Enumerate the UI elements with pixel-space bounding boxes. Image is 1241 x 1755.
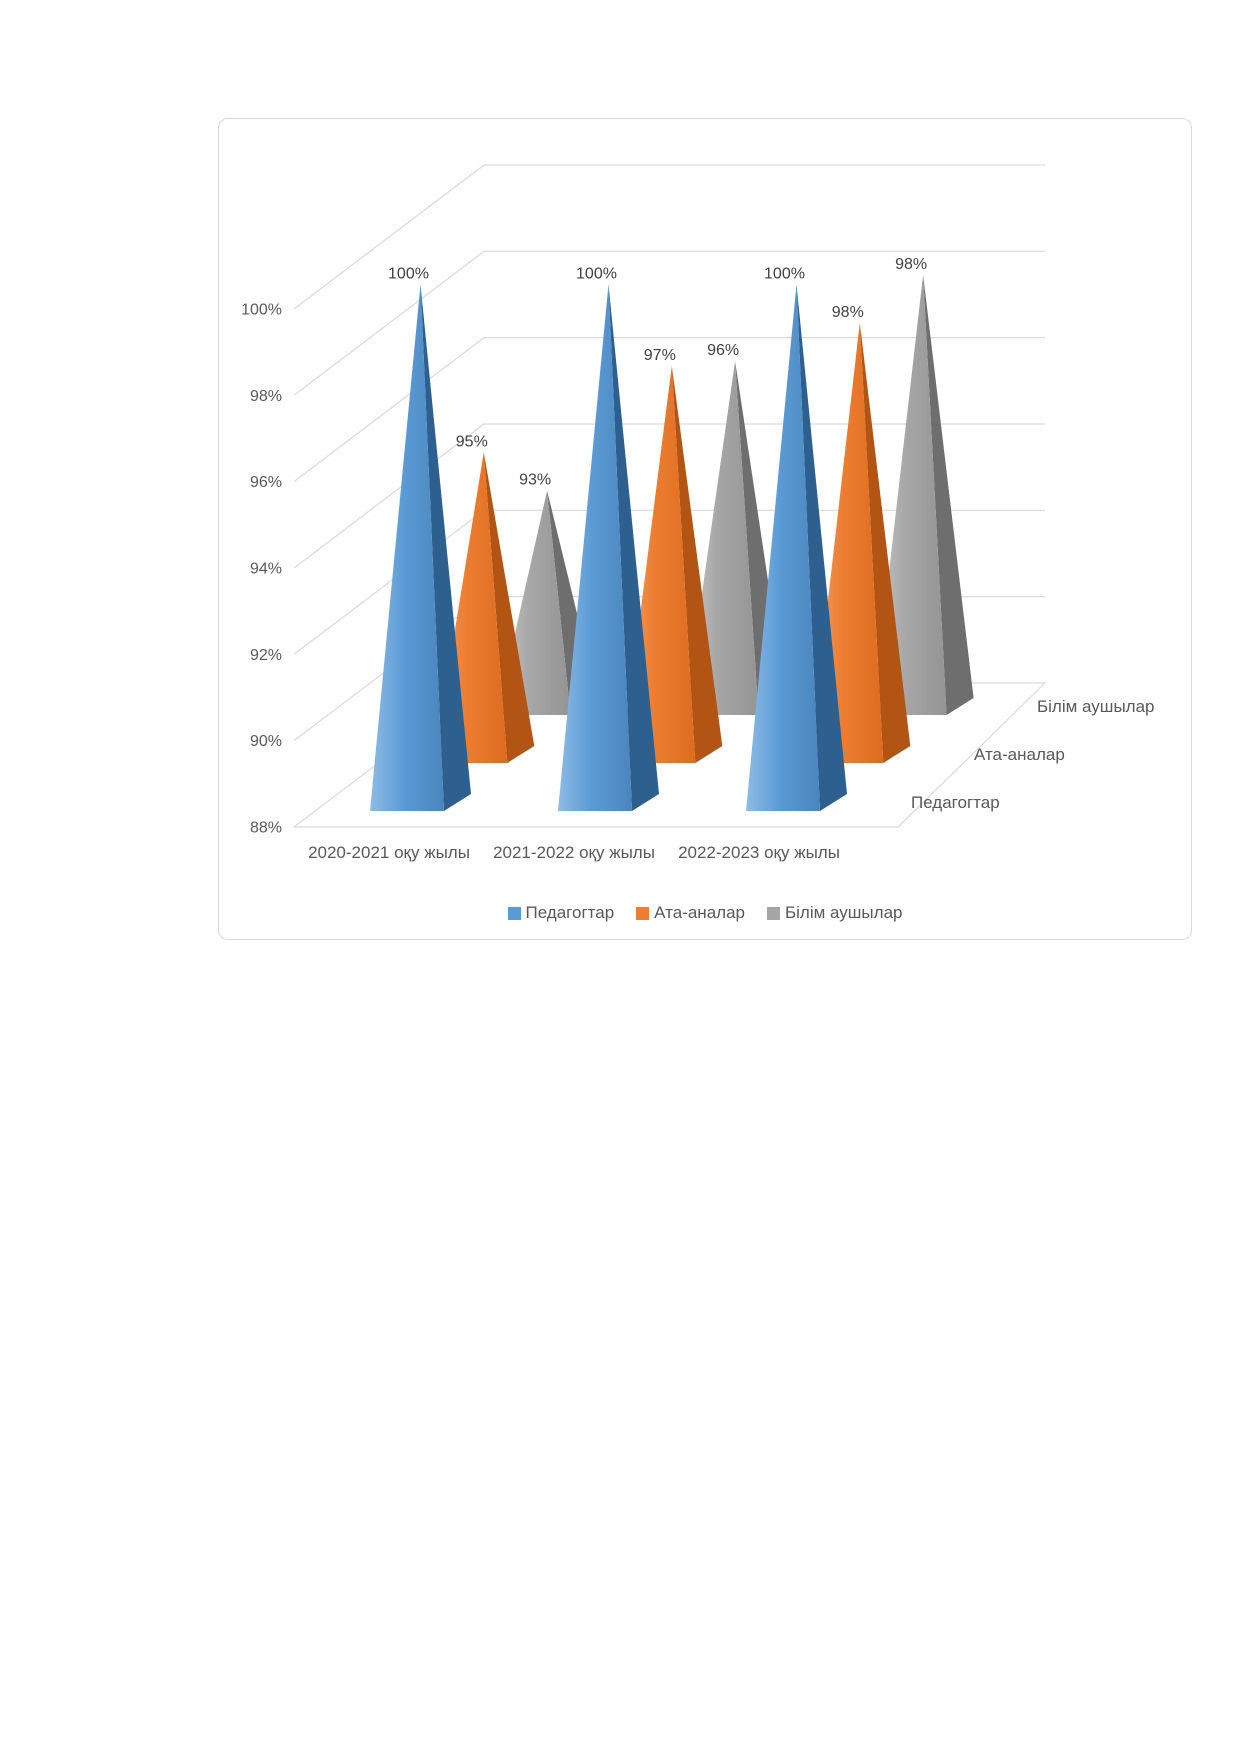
data-label-s0c2: 100% <box>764 265 805 283</box>
legend-item-ata-analar <box>636 903 745 923</box>
series-axis-label-2: Білім аушылар <box>1037 697 1155 716</box>
legend-item-bilim-aushylar <box>767 903 903 923</box>
value-tick-98pct: 98% <box>249 387 282 405</box>
data-label-s2c1: 96% <box>707 342 740 360</box>
legend <box>219 903 1191 923</box>
legend-label-ata-analar: Ата-аналар <box>654 903 745 922</box>
category-label-1: 2021-2022 оқу жылы <box>493 843 655 862</box>
legend-swatch-bilim-aushylar <box>767 907 780 920</box>
data-label-s1c1: 97% <box>643 346 676 364</box>
legend-swatch-ata-analar <box>636 907 649 920</box>
data-label-s1c2: 98% <box>831 303 864 321</box>
category-axis-labels <box>308 843 840 862</box>
data-label-s0c0: 100% <box>388 265 429 283</box>
value-tick-94pct: 94% <box>249 560 282 578</box>
value-tick-88pct: 88% <box>249 819 282 837</box>
pyramid-3d-chart <box>219 119 1191 939</box>
series-axis-label-1: Ата-аналар <box>974 745 1065 764</box>
data-label-s0c1: 100% <box>576 265 617 283</box>
legend-item-pedagogtar <box>508 903 615 923</box>
legend-label-pedagogtar: Педагогтар <box>525 903 615 922</box>
category-label-0: 2020-2021 оқу жылы <box>308 843 470 862</box>
data-label-s2c0: 93% <box>519 471 552 489</box>
value-tick-96pct: 96% <box>249 474 282 492</box>
chart-frame <box>218 118 1192 940</box>
value-tick-90pct: 90% <box>249 733 282 751</box>
legend-label-bilim-aushylar: Білім аушылар <box>784 903 903 922</box>
gridline-100 <box>294 165 1045 309</box>
category-label-2: 2022-2023 оқу жылы <box>678 843 840 862</box>
value-tick-92pct: 92% <box>249 646 282 664</box>
value-axis-labels <box>241 301 282 836</box>
value-tick-100pct: 100% <box>241 301 282 319</box>
data-label-s2c2: 98% <box>895 255 928 273</box>
legend-swatch-pedagogtar <box>508 907 521 920</box>
data-label-s1c0: 95% <box>455 433 488 451</box>
series-axis-label-0: Педагогтар <box>911 793 1000 812</box>
